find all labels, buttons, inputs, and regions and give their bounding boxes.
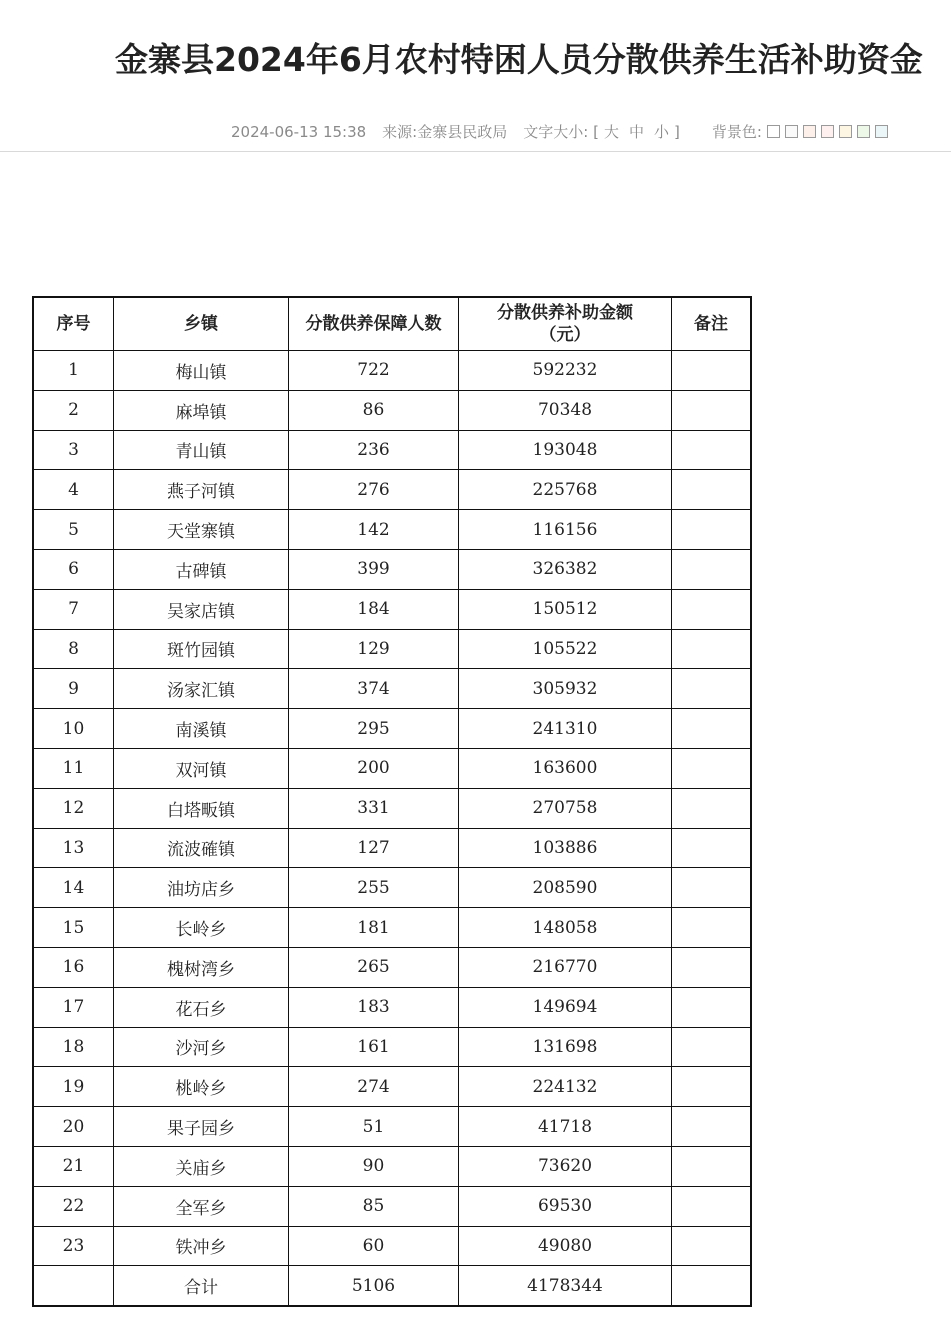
subsidy-amount-cell: 163600 <box>459 748 672 788</box>
header-subsidy-amount-unit: （元） <box>539 325 591 345</box>
total-township-cell: 合计 <box>114 1266 289 1306</box>
total-people-count-cell: 5106 <box>289 1266 459 1306</box>
font-size-small-link[interactable]: 小 <box>653 123 669 141</box>
township-cell: 燕子河镇 <box>114 470 289 510</box>
people-count-cell: 184 <box>289 589 459 629</box>
table-row <box>33 748 751 788</box>
page-title: 金寨县2024年6月农村特困人员分散供养生活补助资金 <box>115 40 923 80</box>
remarks-cell <box>672 1186 752 1226</box>
subsidy-amount-cell: 305932 <box>459 669 672 709</box>
remarks-cell <box>672 788 752 828</box>
table-row <box>33 987 751 1027</box>
bg-color-swatch[interactable] <box>767 125 780 138</box>
subsidy-amount-cell: 131698 <box>459 1027 672 1067</box>
people-count-cell: 127 <box>289 828 459 868</box>
table-row <box>33 788 751 828</box>
township-cell: 槐树湾乡 <box>114 947 289 987</box>
township-cell: 长岭乡 <box>114 908 289 948</box>
remarks-cell <box>672 1107 752 1147</box>
remarks-cell <box>672 709 752 749</box>
header-subsidy-amount-line1: 分散供养补助金额 <box>497 303 633 323</box>
township-cell: 汤家汇镇 <box>114 669 289 709</box>
header-people-count: 分散供养保障人数 <box>289 297 459 351</box>
source-label: 来源: <box>382 123 418 141</box>
bg-color-swatches <box>767 121 893 143</box>
subsidy-amount-cell: 592232 <box>459 351 672 391</box>
township-cell: 关庙乡 <box>114 1146 289 1186</box>
table-row <box>33 709 751 749</box>
table-row <box>33 549 751 589</box>
index-cell: 12 <box>33 788 114 828</box>
bg-color-swatch[interactable] <box>839 125 852 138</box>
bracket-open: [ <box>593 123 599 141</box>
township-cell: 麻埠镇 <box>114 390 289 430</box>
township-cell: 流波確镇 <box>114 828 289 868</box>
bg-color-swatch[interactable] <box>821 125 834 138</box>
people-count-cell: 183 <box>289 987 459 1027</box>
index-cell: 5 <box>33 510 114 550</box>
index-cell: 16 <box>33 947 114 987</box>
remarks-cell <box>672 390 752 430</box>
table-total-row <box>33 1266 751 1306</box>
bg-color-swatch[interactable] <box>857 125 870 138</box>
index-cell: 3 <box>33 430 114 470</box>
index-cell: 13 <box>33 828 114 868</box>
index-cell: 15 <box>33 908 114 948</box>
index-cell: 1 <box>33 351 114 391</box>
people-count-cell: 161 <box>289 1027 459 1067</box>
index-cell: 18 <box>33 1027 114 1067</box>
article-meta <box>231 121 893 143</box>
index-cell: 7 <box>33 589 114 629</box>
index-cell: 11 <box>33 748 114 788</box>
table-row <box>33 510 751 550</box>
township-cell: 南溪镇 <box>114 709 289 749</box>
table-row <box>33 908 751 948</box>
header-divider <box>0 151 951 152</box>
subsidy-amount-cell: 148058 <box>459 908 672 948</box>
subsidy-amount-cell: 103886 <box>459 828 672 868</box>
subsidy-amount-cell: 70348 <box>459 390 672 430</box>
subsidy-amount-cell: 208590 <box>459 868 672 908</box>
township-cell: 梅山镇 <box>114 351 289 391</box>
subsidy-amount-cell: 270758 <box>459 788 672 828</box>
remarks-cell <box>672 1067 752 1107</box>
subsidy-amount-cell: 116156 <box>459 510 672 550</box>
total-index-cell <box>33 1266 114 1306</box>
index-cell: 17 <box>33 987 114 1027</box>
remarks-cell <box>672 908 752 948</box>
township-cell: 果子园乡 <box>114 1107 289 1147</box>
table-row <box>33 1027 751 1067</box>
people-count-cell: 255 <box>289 868 459 908</box>
table-row <box>33 589 751 629</box>
index-cell: 21 <box>33 1146 114 1186</box>
subsidy-amount-cell: 326382 <box>459 549 672 589</box>
table-row <box>33 390 751 430</box>
township-cell: 花石乡 <box>114 987 289 1027</box>
table-header-row <box>33 297 751 351</box>
township-cell: 青山镇 <box>114 430 289 470</box>
table-row <box>33 470 751 510</box>
subsidy-amount-cell: 105522 <box>459 629 672 669</box>
font-size-large-link[interactable]: 大 <box>603 123 619 141</box>
index-cell: 10 <box>33 709 114 749</box>
table-row <box>33 669 751 709</box>
remarks-cell <box>672 629 752 669</box>
people-count-cell: 399 <box>289 549 459 589</box>
table-row <box>33 1146 751 1186</box>
total-subsidy-amount-cell: 4178344 <box>459 1266 672 1306</box>
index-cell: 23 <box>33 1226 114 1266</box>
people-count-cell: 236 <box>289 430 459 470</box>
header-remarks: 备注 <box>672 297 752 351</box>
people-count-cell: 51 <box>289 1107 459 1147</box>
remarks-cell <box>672 987 752 1027</box>
subsidy-amount-cell: 49080 <box>459 1226 672 1266</box>
people-count-cell: 142 <box>289 510 459 550</box>
table-row <box>33 1067 751 1107</box>
bg-color-label: 背景色: <box>711 123 762 141</box>
people-count-cell: 85 <box>289 1186 459 1226</box>
township-cell: 古碑镇 <box>114 549 289 589</box>
people-count-cell: 90 <box>289 1146 459 1186</box>
people-count-cell: 274 <box>289 1067 459 1107</box>
people-count-cell: 374 <box>289 669 459 709</box>
people-count-cell: 200 <box>289 748 459 788</box>
index-cell: 14 <box>33 868 114 908</box>
people-count-cell: 181 <box>289 908 459 948</box>
people-count-cell: 722 <box>289 351 459 391</box>
table-row <box>33 351 751 391</box>
font-size-label: 文字大小: <box>523 123 589 141</box>
remarks-cell <box>672 1146 752 1186</box>
index-cell: 20 <box>33 1107 114 1147</box>
table-body <box>33 351 751 1307</box>
remarks-cell <box>672 669 752 709</box>
table-row <box>33 1186 751 1226</box>
subsidy-amount-cell: 224132 <box>459 1067 672 1107</box>
people-count-cell: 129 <box>289 629 459 669</box>
remarks-cell <box>672 470 752 510</box>
subsidy-amount-cell: 150512 <box>459 589 672 629</box>
remarks-cell <box>672 868 752 908</box>
people-count-cell: 86 <box>289 390 459 430</box>
remarks-cell <box>672 947 752 987</box>
subsidy-table <box>32 296 752 1307</box>
subsidy-amount-cell: 225768 <box>459 470 672 510</box>
bg-color-swatch[interactable] <box>803 125 816 138</box>
remarks-cell <box>672 828 752 868</box>
remarks-cell <box>672 589 752 629</box>
font-size-medium-link[interactable]: 中 <box>628 123 644 141</box>
township-cell: 斑竹园镇 <box>114 629 289 669</box>
remarks-cell <box>672 748 752 788</box>
publish-datetime: 2024-06-13 15:38 <box>231 123 367 141</box>
people-count-cell: 276 <box>289 470 459 510</box>
index-cell: 22 <box>33 1186 114 1226</box>
table-row <box>33 947 751 987</box>
township-cell: 铁冲乡 <box>114 1226 289 1266</box>
index-cell: 6 <box>33 549 114 589</box>
remarks-cell <box>672 1027 752 1067</box>
header-township: 乡镇 <box>114 297 289 351</box>
township-cell: 沙河乡 <box>114 1027 289 1067</box>
township-cell: 双河镇 <box>114 748 289 788</box>
table-row <box>33 828 751 868</box>
people-count-cell: 295 <box>289 709 459 749</box>
table-row <box>33 1107 751 1147</box>
table-row <box>33 868 751 908</box>
remarks-cell <box>672 430 752 470</box>
table-row <box>33 629 751 669</box>
index-cell: 4 <box>33 470 114 510</box>
index-cell: 19 <box>33 1067 114 1107</box>
bg-color-swatch[interactable] <box>875 125 888 138</box>
index-cell: 2 <box>33 390 114 430</box>
header-subsidy-amount <box>459 297 672 351</box>
subsidy-amount-cell: 69530 <box>459 1186 672 1226</box>
subsidy-amount-cell: 193048 <box>459 430 672 470</box>
bracket-close: ] <box>674 123 680 141</box>
people-count-cell: 265 <box>289 947 459 987</box>
total-remarks-cell <box>672 1266 752 1306</box>
people-count-cell: 60 <box>289 1226 459 1266</box>
subsidy-amount-cell: 241310 <box>459 709 672 749</box>
township-cell: 天堂寨镇 <box>114 510 289 550</box>
township-cell: 全军乡 <box>114 1186 289 1226</box>
remarks-cell <box>672 351 752 391</box>
township-cell: 桃岭乡 <box>114 1067 289 1107</box>
subsidy-amount-cell: 216770 <box>459 947 672 987</box>
people-count-cell: 331 <box>289 788 459 828</box>
subsidy-amount-cell: 149694 <box>459 987 672 1027</box>
bg-color-swatch[interactable] <box>785 125 798 138</box>
remarks-cell <box>672 549 752 589</box>
subsidy-amount-cell: 73620 <box>459 1146 672 1186</box>
subsidy-amount-cell: 41718 <box>459 1107 672 1147</box>
index-cell: 8 <box>33 629 114 669</box>
source-name: 金寨县民政局 <box>417 123 508 141</box>
township-cell: 油坊店乡 <box>114 868 289 908</box>
index-cell: 9 <box>33 669 114 709</box>
township-cell: 吴家店镇 <box>114 589 289 629</box>
header-index: 序号 <box>33 297 114 351</box>
table-row <box>33 1226 751 1266</box>
remarks-cell <box>672 510 752 550</box>
township-cell: 白塔畈镇 <box>114 788 289 828</box>
table-row <box>33 430 751 470</box>
remarks-cell <box>672 1226 752 1266</box>
